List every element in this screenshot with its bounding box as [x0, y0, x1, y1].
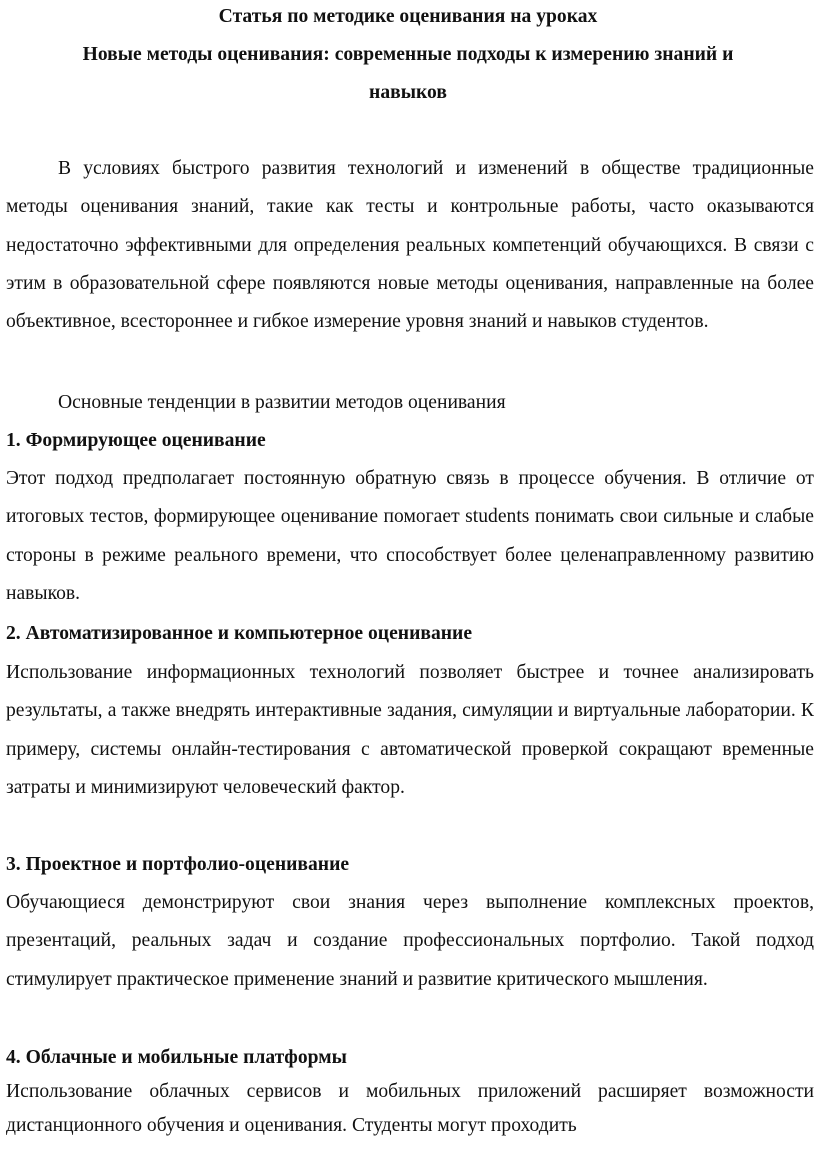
document-title: Статья по методике оценивания на уроках — [218, 6, 598, 27]
section-3-heading: 3. Проектное и портфолио-оценивание — [6, 854, 350, 875]
trends-heading: Основные тенденции в развитии методов оценивания — [58, 392, 506, 413]
section-4-text: Использование облачных сервисов и мобильных приложений расширяет возможности дистанционного обучения и оценивания. Студенты могут проходить — [6, 1081, 814, 1136]
section-2-text: Использование информационных технологий позволяет быстрее и точнее анализировать результаты, а также внедрять интерактивные задания, симуляции и виртуальные лаборатории. К примеру, системы онлайн-тестирования с автоматической проверкой сокращают временные затраты и минимизируют человеческий фактор. — [6, 662, 814, 798]
section-2-heading: 2. Автоматизированное и компьютерное оценивание — [6, 623, 473, 644]
section-1-heading: 1. Формирующее оценивание — [6, 430, 266, 451]
section-4-heading: 4. Облачные и мобильные платформы — [6, 1047, 347, 1068]
intro-paragraph: В условиях быстрого развития технологий и изменений в обществе традиционные методы оценивания знаний, такие как тесты и контрольные работы, часто оказываются недостаточно эффективными для определения реальных компетенций обучающихся. В связи с этим в образовательной сфере появляются новые методы оценивания, направленные на более объективное, всестороннее и гибкое измерение уровня знаний и навыков студентов. — [6, 158, 814, 333]
section-3-text: Обучающиеся демонстрируют свои знания через выполнение комплексных проектов, презентаций, реальных задач и создание профессиональных портфолио. Такой подход стимулирует практическое применение знаний и развитие критического мышления. — [6, 892, 814, 990]
article-title-line-2: навыков — [369, 82, 447, 103]
section-1-text: Этот подход предполагает постоянную обратную связь в процессе обучения. В отличие от итоговых тестов, формирующее оценивание помогает students понимать свои сильные и слабые стороны в режиме реального времени, что способствует более целенаправленному развитию навыков. — [6, 468, 814, 604]
article-title-line-1: Новые методы оценивания: современные подходы к измерению знаний и — [82, 44, 734, 65]
